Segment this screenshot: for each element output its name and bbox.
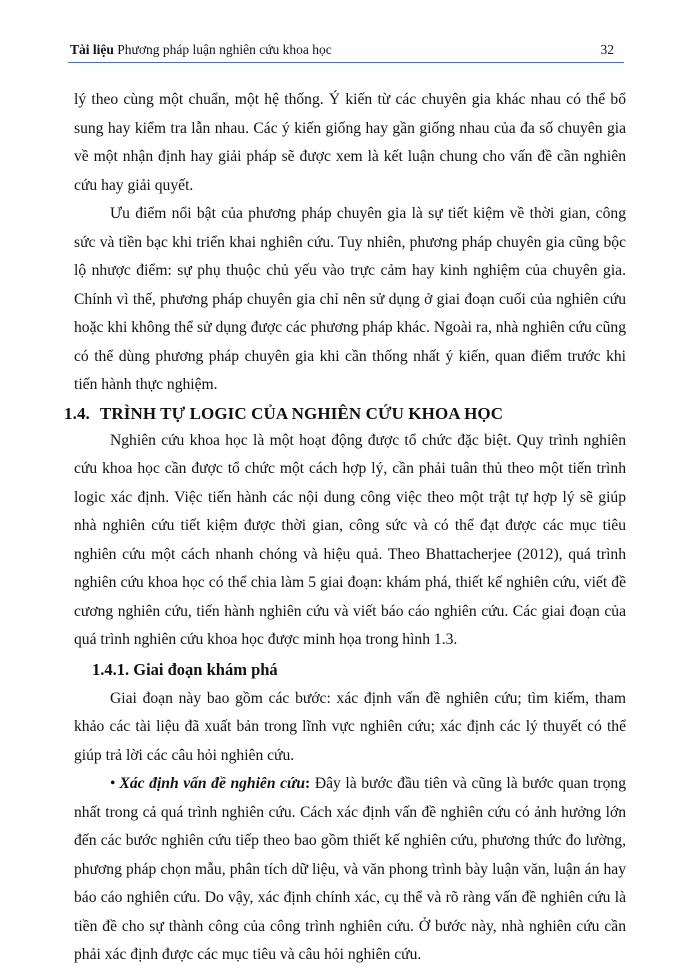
bullet-text: Đây là bước đầu tiên và cũng là bước quan trọng nhất trong cả quá trình nghiên cứu. Cách xác định vấn đề nghiên cứu có ảnh hưởng lớn đến các bước nghiên cứu tiếp theo bao gồm thiết kế nghiên cứu, phương thức đo lường, phương pháp chọn mẫu, phân tích dữ liệu, và văn phong trình bày luận văn, luận án hay báo cáo nghiên cứu. Do vậy, xác định chính xác, cụ thể và rõ ràng vấn đề nghiên cứu là tiền đề cho sự thành công của công trình nghiên cứu. Ở bước này, nhà nghiên cứu cần phải xác định được các mục tiêu và câu hỏi nghiên cứu.: [74, 775, 627, 963]
bullet-term: Xác định vấn đề nghiên cứu: [119, 775, 306, 792]
bullet-icon: •: [110, 775, 116, 792]
page-number: 32: [600, 42, 614, 57]
paragraph-research-logic: Nghiên cứu khoa học là một hoạt động được tổ chức đặc biệt. Quy trình nghiên cứu khoa học cần được tổ chức một cách hợp lý, cần phải tuân thủ theo một tiến trình logic xác định. Việc tiến hành các nội dung công việc theo một trật tự hợp lý sẽ giúp nhà nghiên cứu tiết kiệm được thời gian, công sức và có thể đạt được các mục tiêu nghiên cứu một cách nhanh chóng và hiệu quả. Theo Bhattacherjee (2012), quá trình nghiên cứu khoa học có thể chia làm 5 giai đoạn: khám phá, thiết kế nghiên cứu, viết đề cương nghiên cứu, tiến hành nghiên cứu và viết báo cáo nghiên cứu. Các giai đoạn của quá trình nghiên cứu khoa học được minh họa trong hình 1.3.: [74, 431, 626, 648]
page-body: [64, 86, 627, 970]
paragraph-expert-method-pros-cons: Ưu điểm nổi bật của phương pháp chuyên gia là sự tiết kiệm về thời gian, công sức và tiền bạc khi triển khai nghiên cứu. Tuy nhiên, phương pháp chuyên gia cũng bộc lộ nhược điểm: sự phụ thuộc chủ yếu vào trực cảm hay kinh nghiệm của chuyên gia. Chính vì thế, phương pháp chuyên gia chỉ nên sử dụng ở giai đoạn cuối của nghiên cứu hoặc khi không thể sử dụng được các phương pháp khác. Ngoài ra, nhà nghiên cứu cũng có thể dùng phương pháp chuyên gia khi cần thống nhất ý kiến, quan điểm trước khi tiến hành thực nghiệm.: [74, 205, 626, 393]
page-header: [68, 40, 624, 63]
bullet-colon: :: [305, 775, 311, 792]
running-title-rest: Phương pháp luận nghiên cứu khoa học: [113, 42, 332, 57]
running-title-bold: Tài liệu: [70, 42, 114, 57]
paragraph-exploration-stage: Giai đoạn này bao gồm các bước: xác định vấn đề nghiên cứu; tìm kiếm, tham khảo các tài liệu đã xuất bản trong lĩnh vực nghiên cứu; xác định các lý thuyết có thể giúp trả lời các câu hỏi nghiên cứu.: [74, 689, 626, 764]
paragraph-continuation: lý theo cùng một chuẩn, một hệ thống. Ý kiến từ các chuyên gia khác nhau có thể bổ sung hay kiểm tra lẫn nhau. Các ý kiến giống hay gần giống nhau của đa số chuyên gia về một nhận định hay giải pháp sẽ được xem là kết luận chung cho vấn đề cần nghiên cứu hay giải quyết.: [74, 91, 626, 194]
bullet-item: [74, 770, 626, 970]
running-title: [70, 41, 332, 59]
subsection-heading: 1.4.1. Giai đoạn khám phá: [92, 659, 278, 679]
section-number: 1.4.: [64, 403, 90, 423]
section-title: TRÌNH TỰ LOGIC CỦA NGHIÊN CỨU KHOA HỌC: [99, 403, 504, 423]
section-heading: [64, 400, 626, 427]
